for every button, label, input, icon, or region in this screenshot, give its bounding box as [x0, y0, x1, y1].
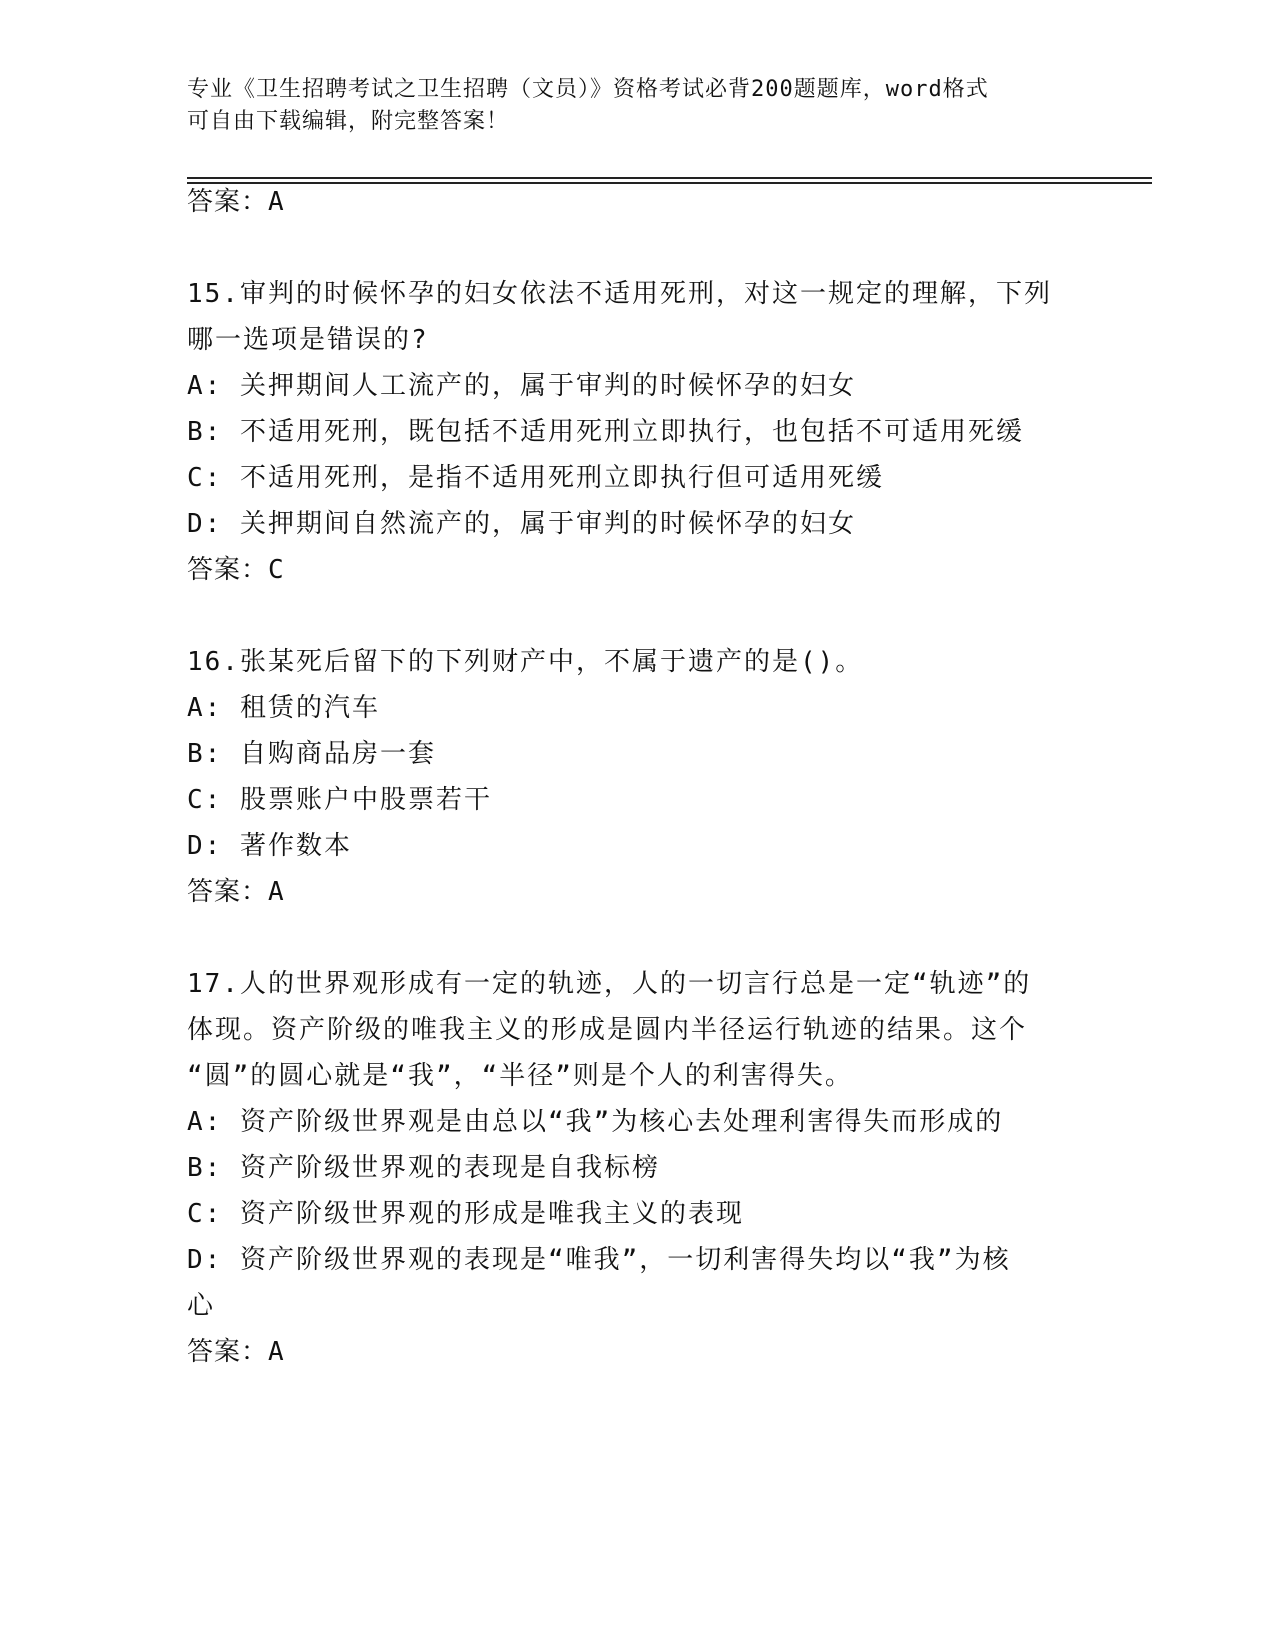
answer-label: 答案：: [187, 555, 269, 585]
option-c: C: 股票账户中股票若干: [187, 785, 492, 815]
answer-value: C: [268, 555, 285, 585]
question-stem-line: 15.审判的时候怀孕的妇女依法不适用死刑，对这一规定的理解，下列: [187, 279, 1052, 309]
question-stem-line: “圆”的圆心就是“我”，“半径”则是个人的利害得失。: [187, 1061, 853, 1091]
question-answer: [187, 547, 1087, 593]
option-d: D: 关押期间自然流产的，属于审判的时候怀孕的妇女: [187, 509, 856, 539]
question-answer: [187, 1329, 1087, 1375]
answer-value: A: [268, 877, 285, 907]
question-15: [187, 271, 1087, 593]
option-b: B: 不适用死刑，既包括不适用死刑立即执行，也包括不可适用死缓: [187, 417, 1024, 447]
question-answer: [187, 869, 1087, 915]
option-b: B: 资产阶级世界观的表现是自我标榜: [187, 1153, 660, 1183]
spacer: [187, 593, 1087, 639]
header-line-2: 可自由下载编辑，附完整答案！: [187, 109, 510, 134]
spacer: [187, 225, 1087, 271]
question-stem-line: 体现。资产阶级的唯我主义的形成是圆内半径运行轨迹的结果。这个: [187, 1015, 1028, 1045]
document-body: [187, 179, 1087, 1375]
answer-label: 答案：: [187, 877, 269, 907]
previous-answer: [187, 179, 1087, 225]
answer-value: A: [268, 1337, 285, 1367]
spacer: [187, 915, 1087, 961]
document-header: [187, 74, 1067, 138]
question-16: [187, 639, 1087, 915]
question-stem-line: 17.人的世界观形成有一定的轨迹，人的一切言行总是一定“轨迹”的: [187, 969, 1032, 999]
header-line-1: 专业《卫生招聘考试之卫生招聘（文员）》资格考试必背200题题库，word格式: [187, 77, 989, 102]
question-stem-line: 哪一选项是错误的?: [187, 325, 429, 355]
option-c: C: 不适用死刑，是指不适用死刑立即执行但可适用死缓: [187, 463, 884, 493]
option-d-continuation: 心: [187, 1291, 216, 1321]
answer-label: 答案：: [187, 187, 269, 217]
question-stem-line: 16.张某死后留下的下列财产中，不属于遗产的是()。: [187, 647, 864, 677]
option-a: A: 租赁的汽车: [187, 693, 380, 723]
option-a: A: 关押期间人工流产的，属于审判的时候怀孕的妇女: [187, 371, 856, 401]
option-b: B: 自购商品房一套: [187, 739, 436, 769]
answer-label: 答案：: [187, 1337, 269, 1367]
option-d: D: 著作数本: [187, 831, 352, 861]
option-c: C: 资产阶级世界观的形成是唯我主义的表现: [187, 1199, 744, 1229]
option-d: D: 资产阶级世界观的表现是“唯我”，一切利害得失均以“我”为核: [187, 1245, 1011, 1275]
answer-value: A: [268, 187, 285, 217]
question-17: [187, 961, 1087, 1375]
option-a: A: 资产阶级世界观是由总以“我”为核心去处理利害得失而形成的: [187, 1107, 1004, 1137]
